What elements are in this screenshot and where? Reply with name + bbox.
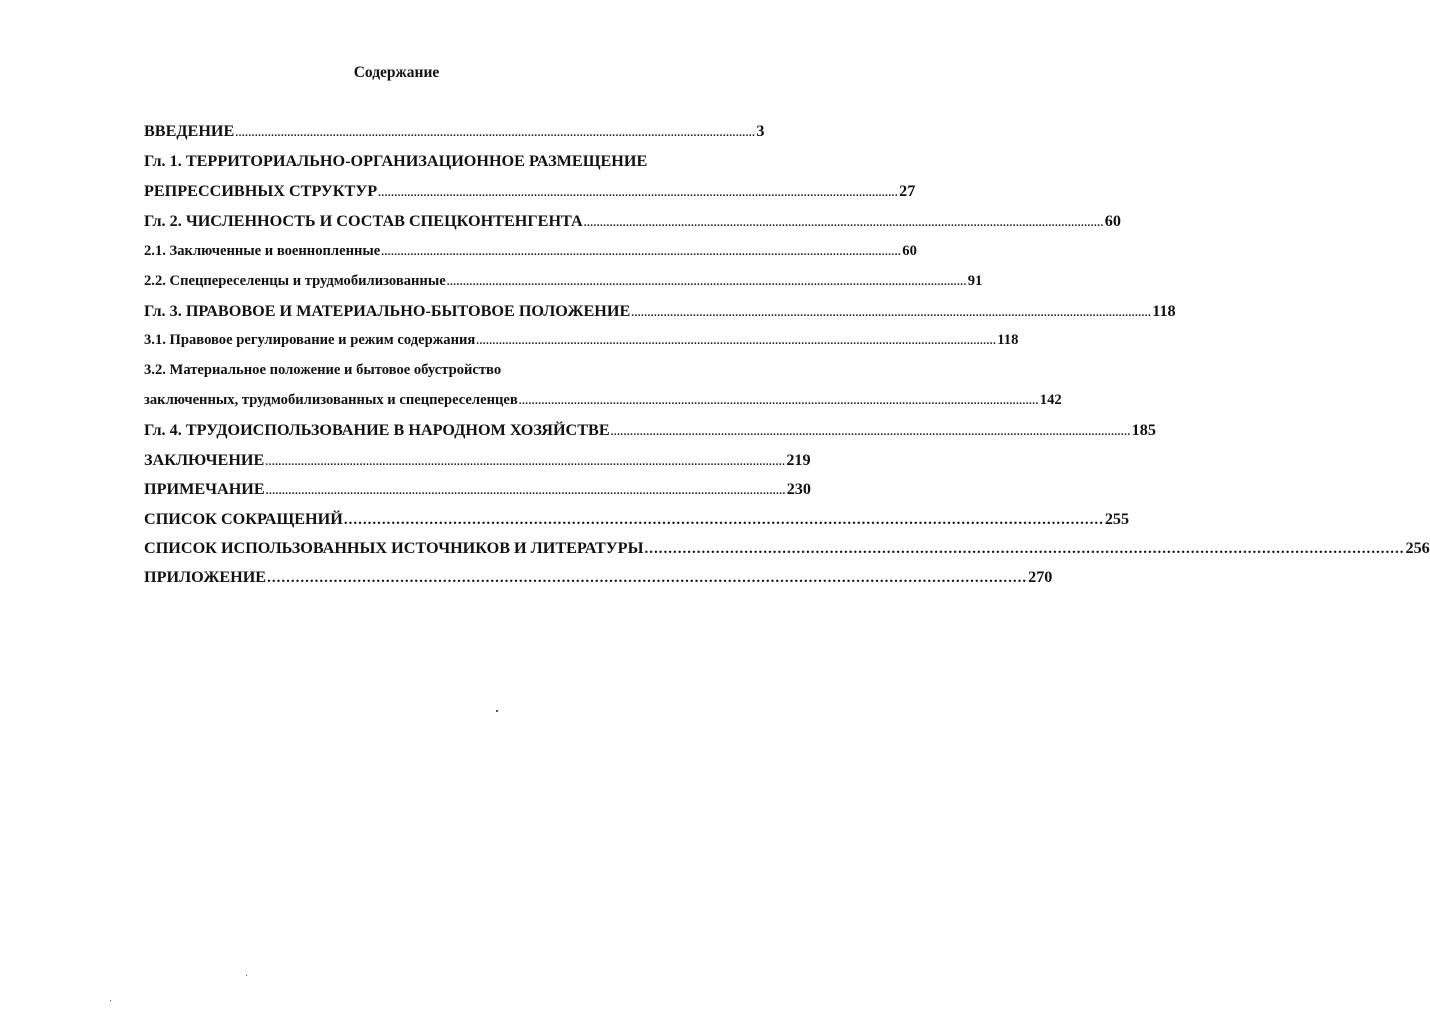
toc-entry-label: Гл. 2. ЧИСЛЕННОСТЬ И СОСТАВ СПЕЦКОНТЕНГЕНТА xyxy=(144,212,583,230)
scan-speck xyxy=(110,1000,111,1001)
toc-entry-section-2-1 xyxy=(144,243,917,260)
toc-entry-chapter-3 xyxy=(144,302,1176,321)
dot-leader: ................................................................................................................................................................ xyxy=(476,335,997,347)
dot-leader: ................................................................................................................................................................ xyxy=(265,485,786,497)
toc-entry-page: 60 xyxy=(902,243,917,259)
dot-leader: ................................................................................................................................................................ xyxy=(235,127,756,139)
toc-entry-appendix xyxy=(144,568,1053,587)
toc-entry-label: Гл. 1. ТЕРРИТОРИАЛЬНО-ОРГАНИЗАЦИОННОЕ РАЗМЕЩЕНИЕ xyxy=(144,152,648,170)
dot-leader: ................................................................................................................................................................ xyxy=(343,512,1104,528)
toc-entry-label: 3.2. Материальное положение и бытовое обустройство xyxy=(144,362,502,378)
toc-entry-page: 3 xyxy=(756,122,765,140)
dot-leader: ................................................................................................................................................................ xyxy=(610,426,1131,438)
dot-leader: ................................................................................................................................................................ xyxy=(631,307,1152,319)
toc-entry-page: 230 xyxy=(786,480,811,498)
toc-entry-page: 185 xyxy=(1131,421,1156,439)
dot-leader: ................................................................................................................................................................ xyxy=(378,187,899,199)
toc-entry-label: СПИСОК СОКРАЩЕНИЙ xyxy=(144,510,343,528)
dot-leader: ................................................................................................................................................................ xyxy=(518,395,1039,407)
toc-entry-introduction xyxy=(144,122,765,141)
toc-entry-section-3-1 xyxy=(144,332,1019,349)
toc-entry-label: Гл. 3. ПРАВОВОЕ И МАТЕРИАЛЬНО-БЫТОВОЕ ПОЛОЖЕНИЕ xyxy=(144,302,631,320)
toc-entry-label: заключенных, трудмобилизованных и спецпереселенцев xyxy=(144,392,518,408)
scan-speck xyxy=(496,710,498,712)
toc-entry-page: 256 xyxy=(1405,539,1430,557)
toc-entry-label: ВВЕДЕНИЕ xyxy=(144,122,235,140)
toc-entry-section-3-2-cont xyxy=(144,392,1062,409)
toc-entry-page: 255 xyxy=(1104,510,1130,528)
scan-speck xyxy=(246,975,247,976)
toc-entry-section-3-2 xyxy=(144,362,501,379)
toc-entry-page: 27 xyxy=(899,182,916,200)
toc-entry-label: 2.2. Спецпереселенцы и трудмобилизованные xyxy=(144,273,446,289)
dot-leader: ................................................................................................................................................................ xyxy=(446,276,967,288)
dot-leader: ................................................................................................................................................................ xyxy=(644,541,1405,557)
dot-leader: ................................................................................................................................................................ xyxy=(381,246,902,258)
toc-entry-label: СПИСОК ИСПОЛЬЗОВАННЫХ ИСТОЧНИКОВ И ЛИТЕРАТУРЫ xyxy=(144,539,644,557)
toc-entry-section-2-2 xyxy=(144,273,983,290)
toc-entry-page: 142 xyxy=(1039,392,1062,408)
dot-leader: ................................................................................................................................................................ xyxy=(583,217,1104,229)
toc-entry-sources xyxy=(144,539,1430,558)
toc-entry-page: 118 xyxy=(997,332,1019,348)
toc-entry-chapter-1 xyxy=(144,152,647,171)
toc-entry-abbreviations xyxy=(144,510,1130,529)
toc-entry-label: ПРИМЕЧАНИЕ xyxy=(144,480,265,498)
toc-entry-label: 2.1. Заключенные и военнопленные xyxy=(144,243,381,259)
dot-leader: ................................................................................................................................................................ xyxy=(265,456,786,468)
dot-leader: ................................................................................................................................................................ xyxy=(267,570,1028,586)
toc-entry-page: 118 xyxy=(1152,302,1176,320)
toc-entry-chapter-4 xyxy=(144,421,1156,440)
toc-entry-page: 91 xyxy=(967,273,983,289)
toc-entry-label: 3.1. Правовое регулирование и режим содержания xyxy=(144,332,476,348)
toc-entry-page: 270 xyxy=(1028,568,1053,586)
toc-entry-conclusion xyxy=(144,451,811,470)
toc-entry-label: РЕПРЕССИВНЫХ СТРУКТУР xyxy=(144,182,378,200)
toc-entry-chapter-1-cont xyxy=(144,182,916,201)
toc-entry-label: Гл. 4. ТРУДОИСПОЛЬЗОВАНИЕ В НАРОДНОМ ХОЗЯЙСТВЕ xyxy=(144,421,610,439)
toc-entry-label: ЗАКЛЮЧЕНИЕ xyxy=(144,451,265,469)
toc-entry-page: 60 xyxy=(1104,212,1121,230)
toc-entry-page: 219 xyxy=(786,451,811,469)
page-title: Содержание xyxy=(353,64,440,81)
toc-entry-notes xyxy=(144,480,811,499)
toc-entry-chapter-2 xyxy=(144,212,1121,231)
toc-entry-label: ПРИЛОЖЕНИЕ xyxy=(144,568,267,586)
